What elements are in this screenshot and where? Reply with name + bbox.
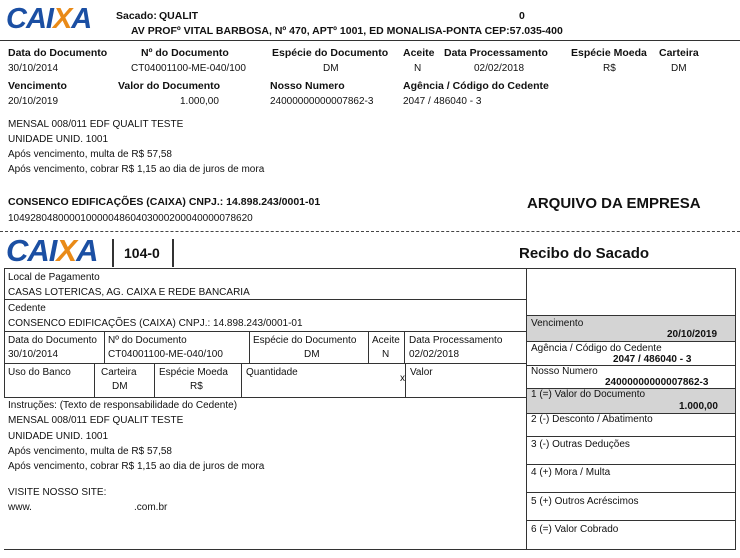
top-instrucao-1: MENSAL 008/011 EDF QUALIT TESTE [8, 119, 184, 130]
site-label: VISITE NOSSO SITE: [8, 487, 107, 498]
row-divider-4 [4, 397, 526, 398]
right-agencia: 2047 / 486040 - 3 [613, 354, 692, 365]
top-especie-documento-label: Espécie do Documento [272, 47, 389, 59]
right-divider-6 [526, 464, 735, 465]
box-left [4, 268, 5, 398]
bottom-num-documento: CT04001100-ME-040/100 [108, 349, 223, 360]
bottom-data-processamento-label: Data Processamento [409, 335, 503, 346]
col-divider-g [241, 363, 242, 397]
bank-code-divider-left [112, 239, 114, 267]
col-divider-e [94, 363, 95, 397]
top-instrucao-3: Após vencimento, multa de R$ 57,58 [8, 149, 172, 160]
site-prefix[interactable]: www. [8, 502, 32, 513]
top-num-documento: CT04001100-ME-040/100 [131, 63, 246, 74]
top-data-documento: 30/10/2014 [8, 63, 59, 74]
quantidade-label: Quantidade [246, 367, 298, 378]
top-aceite: N [414, 63, 422, 74]
sacado-name: QUALIT [159, 10, 199, 22]
row-divider-3 [4, 363, 526, 364]
col-divider-a [104, 331, 105, 363]
site-suffix[interactable]: .com.br [134, 502, 168, 513]
top-divider [0, 40, 740, 41]
mora-label: 4 (+) Mora / Multa [531, 467, 611, 478]
top-valor-documento: 1.000,00 [180, 96, 219, 107]
valor-label: Valor [410, 367, 433, 378]
bottom-carteira: DM [112, 381, 128, 392]
top-vencimento-label: Vencimento [8, 80, 67, 92]
sacado-zero: 0 [519, 10, 525, 22]
uso-banco-label: Uso do Banco [8, 367, 71, 378]
bottom-instrucao-3: Após vencimento, multa de R$ 57,58 [8, 446, 172, 457]
top-especie-documento: DM [323, 63, 339, 74]
local-pagamento-label: Local de Pagamento [8, 272, 100, 283]
right-agencia-label: Agência / Código do Cedente [531, 343, 662, 354]
col-divider-f [154, 363, 155, 397]
row-divider-1 [4, 299, 526, 300]
top-especie-moeda-label: Espécie Moeda [571, 47, 647, 59]
right-nosso-numero: 24000000000007862-3 [605, 377, 709, 388]
top-data-processamento: 02/02/2018 [474, 63, 525, 74]
bottom-aceite: N [382, 349, 390, 360]
bank-code-divider-right [172, 239, 174, 267]
local-pagamento: CASAS LOTERICAS, AG. CAIXA E REDE BANCARIA [8, 287, 250, 298]
bottom-especie-documento: DM [304, 349, 320, 360]
col-divider-b [249, 331, 250, 363]
outras-deducoes-label: 3 (-) Outras Deduções [531, 439, 630, 450]
top-carteira-label: Carteira [659, 47, 699, 59]
col-divider-d [404, 331, 405, 363]
top-valor-documento-label: Valor do Documento [118, 80, 221, 92]
right-vencimento: 20/10/2019 [667, 329, 718, 340]
col-divider-c [368, 331, 369, 363]
top-nosso-numero-label: Nosso Numero [270, 80, 345, 92]
top-especie-moeda: R$ [603, 63, 616, 74]
cedente: CONSENCO EDIFICAÇÕES (CAIXA) CNPJ.: 14.898.243/0001-01 [8, 318, 303, 329]
bottom-instrucao-1: MENSAL 008/011 EDF QUALIT TESTE [8, 415, 184, 426]
top-carteira: DM [671, 63, 687, 74]
box-right [735, 268, 736, 550]
top-instrucao-2: UNIDADE UNID. 1001 [8, 134, 109, 145]
top-vencimento: 20/10/2019 [8, 96, 59, 107]
sacado-address: AV PROFº VITAL BARBOSA, Nº 470, APTº 1001, ED MONALISA-PONTA CEP:57.035-400 [131, 25, 563, 37]
instrucoes-label: Instruções: (Texto de responsabilidade do Cedente) [8, 400, 238, 411]
top-data-processamento-label: Data Processamento [444, 47, 548, 59]
sacado-label: Sacado: [116, 10, 157, 22]
bottom-data-documento-label: Data do Documento [8, 335, 97, 346]
top-agencia-label: Agência / Código do Cedente [403, 80, 549, 92]
right-divider-8 [526, 520, 735, 521]
bottom-instrucao-4: Após vencimento, cobrar R$ 1,15 ao dia de juros de mora [8, 461, 265, 472]
bottom-especie-moeda: R$ [190, 381, 203, 392]
bottom-data-processamento: 02/02/2018 [409, 349, 460, 360]
valor-cobrado-label: 6 (=) Valor Cobrado [531, 524, 619, 535]
bottom-especie-moeda-label: Espécie Moeda [159, 367, 228, 378]
top-instrucao-4: Após vencimento, cobrar R$ 1,15 ao dia de juros de mora [8, 164, 265, 175]
top-data-documento-label: Data do Documento [8, 47, 108, 59]
top-aceite-label: Aceite [403, 47, 435, 59]
caixa-logo-bottom: CAIXA [6, 233, 98, 268]
multiply-sign: x [400, 373, 405, 384]
bottom-carteira-label: Carteira [101, 367, 137, 378]
bottom-num-documento-label: Nº do Documento [108, 335, 187, 346]
right-divider-5 [526, 436, 735, 437]
right-valor-documento: 1.000,00 [679, 401, 718, 412]
box-top [4, 268, 736, 269]
col-divider-h [405, 363, 406, 397]
cedente-label: Cedente [8, 303, 46, 314]
recibo-title: Recibo do Sacado [519, 245, 650, 262]
right-valor-documento-label: 1 (=) Valor do Documento [531, 389, 646, 400]
bank-code: 104-0 [124, 245, 160, 261]
bottom-aceite-label: Aceite [372, 335, 400, 346]
box-bottom [4, 549, 736, 550]
bottom-especie-documento-label: Espécie do Documento [253, 335, 357, 346]
right-divider-7 [526, 492, 735, 493]
top-nosso-numero: 24000000000007862-3 [270, 96, 374, 107]
arquivo-da-empresa: ARQUIVO DA EMPRESA [527, 195, 701, 212]
top-num-documento-label: Nº do Documento [141, 47, 229, 59]
right-vencimento-label: Vencimento [531, 318, 584, 329]
bottom-data-documento: 30/10/2014 [8, 349, 59, 360]
right-nosso-numero-label: Nosso Numero [531, 366, 598, 377]
cut-line [0, 231, 740, 232]
top-cedente: CONSENCO EDIFICAÇÕES (CAIXA) CNPJ.: 14.898.243/0001-01 [8, 196, 321, 208]
desconto-label: 2 (-) Desconto / Abatimento [531, 414, 653, 425]
bottom-instrucao-2: UNIDADE UNID. 1001 [8, 431, 109, 442]
row-divider-2 [4, 331, 526, 332]
linha-digitavel: 10492804800001000004860403000200040000078620 [8, 213, 253, 224]
acrescimos-label: 5 (+) Outros Acréscimos [531, 496, 639, 507]
caixa-logo-top: CAIXA [6, 3, 92, 35]
right-divider-1 [526, 341, 735, 342]
top-agencia: 2047 / 486040 - 3 [403, 96, 482, 107]
